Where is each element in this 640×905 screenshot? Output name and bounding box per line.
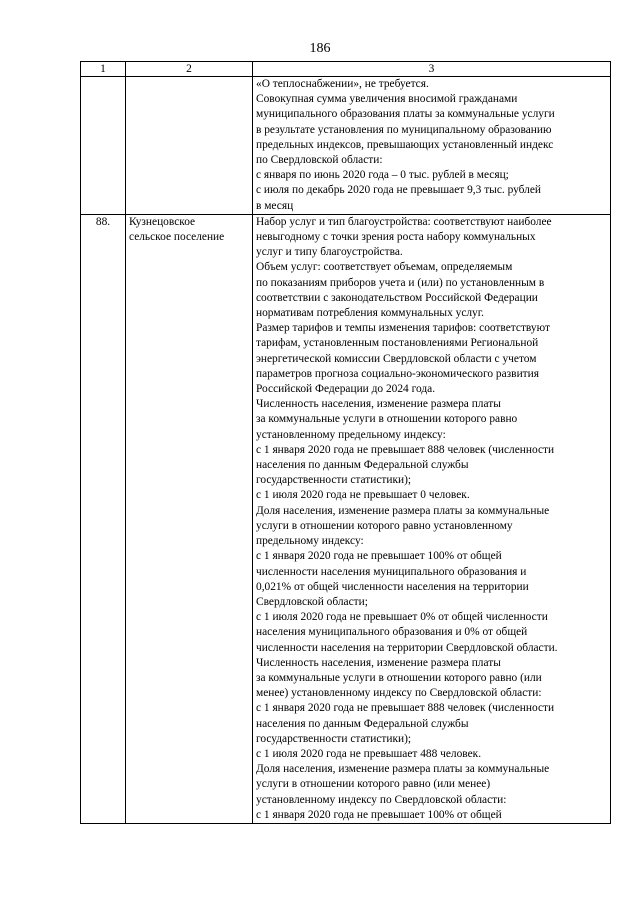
text-line: с 1 января 2020 года не превышает 100% от общей bbox=[256, 808, 502, 821]
text-line: Объем услуг: соответствует объемам, определяемым bbox=[256, 261, 513, 274]
text-line: в результате установления по муниципальному образованию bbox=[256, 123, 552, 136]
text-line: в месяц bbox=[256, 199, 294, 212]
column-header-1: 1 bbox=[81, 62, 126, 77]
text-line: Свердловской области; bbox=[256, 595, 368, 608]
text-line: менее) установленному индексу по Свердловской области: bbox=[256, 687, 542, 700]
text-line: предельных индексов, превышающих установленный индекс bbox=[256, 138, 554, 151]
text-line: Набор услуг и тип благоустройства: соответствуют наиболее bbox=[256, 215, 552, 228]
conditions-text-cell bbox=[253, 77, 611, 215]
text-line: «О теплоснабжении», не требуется. bbox=[256, 78, 429, 90]
text-line: с 1 января 2020 года не превышает 888 человек (численности bbox=[256, 702, 555, 715]
text-line: с июля по декабрь 2020 года не превышает 9,3 тыс. рублей bbox=[256, 184, 542, 197]
text-line: услуги в отношении которого равно установленному bbox=[256, 519, 513, 532]
text-line: с 1 июля 2020 года не превышает 0 человек. bbox=[256, 489, 470, 502]
text-line: невыгодному с точки зрения роста набору коммунальных bbox=[256, 231, 536, 244]
text-line: государственности статистики); bbox=[256, 732, 412, 745]
text-line: 0,021% от общей численности населения на территории bbox=[256, 580, 529, 593]
text-line: с 1 июля 2020 года не превышает 0% от общей численности bbox=[256, 611, 548, 624]
text-line: по Свердловской области: bbox=[256, 154, 383, 167]
text-line: с января по июнь 2020 года – 0 тыс. рублей в месяц; bbox=[256, 169, 509, 182]
text-line: Численность населения, изменение размера платы bbox=[256, 398, 501, 411]
text-line: государственности статистики); bbox=[256, 474, 412, 487]
page-number: 186 bbox=[309, 41, 331, 56]
text-line: Доля населения, изменение размера платы за коммунальные bbox=[256, 504, 550, 517]
text-line: установленному предельному индексу: bbox=[256, 428, 446, 441]
row-number-cell bbox=[81, 77, 126, 215]
text-line: населения по данным Федеральной службы bbox=[256, 459, 469, 472]
text-line: численности населения муниципального образования и bbox=[256, 565, 527, 578]
table-row bbox=[81, 77, 611, 215]
municipality-name-cell bbox=[126, 77, 253, 215]
text-line: численности населения на территории Свердловской области. bbox=[256, 641, 558, 654]
text-line: параметров прогноза социально-экономического развития bbox=[256, 367, 539, 380]
text-line: муниципального образования платы за коммунальные услуги bbox=[256, 108, 555, 121]
text-line: с 1 января 2020 года не превышает 888 человек (численности bbox=[256, 443, 555, 456]
text-line: с 1 января 2020 года не превышает 100% от общей bbox=[256, 550, 502, 563]
text-line: Размер тарифов и темпы изменения тарифов: соответствуют bbox=[256, 322, 550, 335]
text-line: Совокупная сумма увеличения вносимой гражданами bbox=[256, 93, 518, 106]
text-line: по показаниям приборов учета и (или) по установленным в bbox=[256, 276, 545, 289]
text-line: населения муниципального образования и 0% от общей bbox=[256, 626, 528, 639]
column-header-2: 2 bbox=[126, 62, 253, 77]
document-table bbox=[80, 61, 611, 824]
text-line: установленному индексу по Свердловской области: bbox=[256, 793, 507, 806]
column-header-3: 3 bbox=[253, 62, 611, 77]
text-line: сельское поселение bbox=[129, 231, 225, 244]
text-line: предельному индексу: bbox=[256, 535, 364, 548]
text-line: Кузнецовское bbox=[129, 215, 196, 228]
text-line: нормативам потребления коммунальных услуг. bbox=[256, 307, 484, 320]
text-line: услуги в отношении которого равно (или менее) bbox=[256, 778, 491, 791]
text-line: населения по данным Федеральной службы bbox=[256, 717, 469, 730]
text-line: с 1 июля 2020 года не превышает 488 человек. bbox=[256, 747, 482, 760]
text-line: услуг и типу благоустройства. bbox=[256, 246, 403, 259]
text-line: за коммунальные услуги в отношении которого равно (или bbox=[256, 671, 542, 684]
text-line: тарифам, установленным постановлениями Региональной bbox=[256, 337, 539, 350]
text-line: Численность населения, изменение размера платы bbox=[256, 656, 501, 669]
municipality-name-cell bbox=[126, 214, 253, 823]
table-row bbox=[81, 214, 611, 823]
text-line: Доля населения, изменение размера платы за коммунальные bbox=[256, 763, 550, 776]
text-line: Российской Федерации до 2024 года. bbox=[256, 383, 436, 396]
conditions-text-cell bbox=[253, 214, 611, 823]
row-number-cell: 88. bbox=[81, 214, 126, 823]
table-header-row bbox=[81, 62, 611, 77]
text-line: энергетической комиссии Свердловской области с учетом bbox=[256, 352, 537, 365]
text-line: за коммунальные услуги в отношении которого равно bbox=[256, 413, 518, 426]
text-line: соответствии с законодательством Российской Федерации bbox=[256, 291, 538, 304]
